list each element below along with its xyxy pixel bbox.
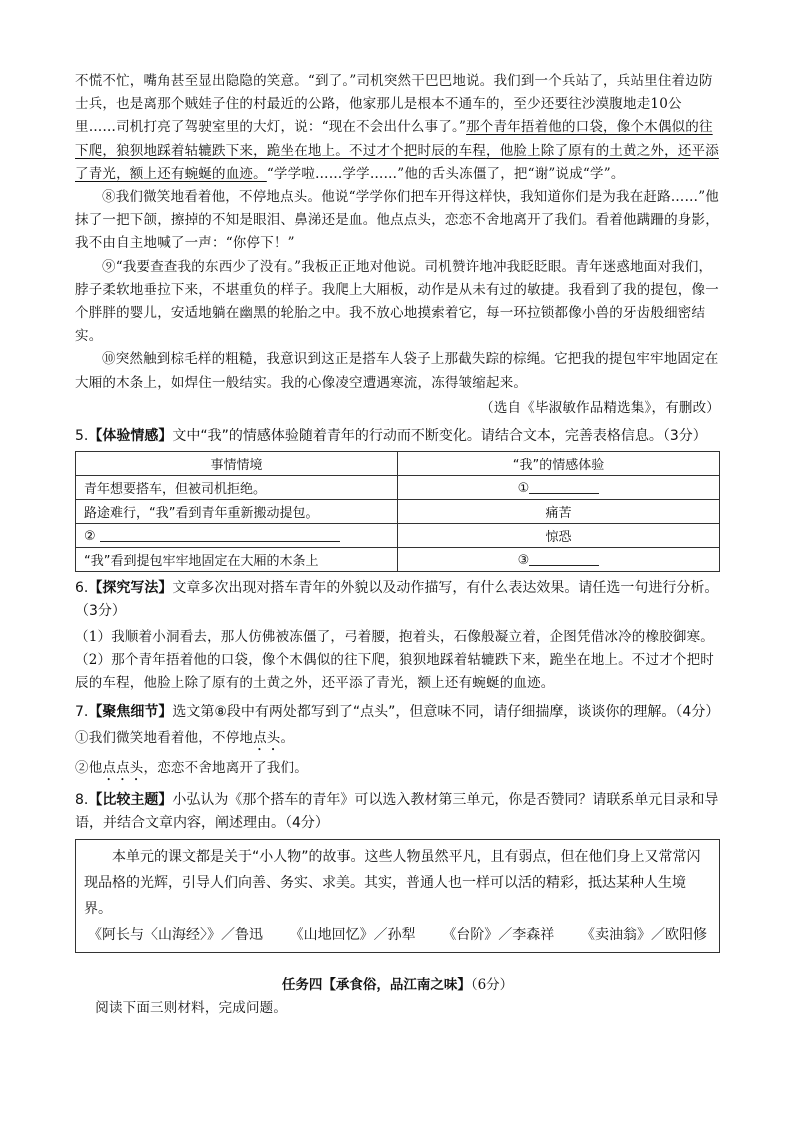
story-paragraph-10: ⑩突然触到棕毛样的粗糙，我意识到这正是搭车人袋子上那截失踪的棕绳。它把我的提包牢牢地固定在大厢的木条上，如焊住一般结实。我的心像凌空遭遇寒流，冻得皱缩起来。 <box>75 351 719 391</box>
story-source: （选自《毕淑敏作品精选集》，有删改） <box>480 399 720 416</box>
unit-intro-box <box>75 839 720 953</box>
task-4-instruction: 阅读下面三则材料，完成问题。 <box>95 999 288 1016</box>
table-cell: 路途难行，“我”看到青年重新搬动提包。 <box>76 500 398 524</box>
table-row <box>76 500 720 524</box>
story-paragraph-8: ⑧我们微笑地看着他，不停地点头。他说“学学你们把车开得这样快，我知道你们是为我在赶路……”他抹了一把下颌，擦掉的不知是眼泪、鼻涕还是血。他点点头，恋恋不舍地离开了我们。看着他蹒跚的身影，我不由自主地喊了一声：“你停下！” <box>75 189 720 252</box>
answer-blank-2[interactable]: ② <box>76 524 398 548</box>
exam-page <box>75 70 720 1020</box>
question-tag: 【体验情感】 <box>88 428 173 445</box>
table-header: “我”的情感体验 <box>398 452 720 476</box>
option-2: （2）那个青年捂着他的口袋，像个木偶似的往下爬，狼狈地踩着轱辘跌下来，跪坐在地上。不过才个把时辰的车程，他脸上除了原有的土黄之外，还平添了青光，额上还有蜿蜒的血迹。 <box>75 652 714 692</box>
question-6: 6.【探究写法】文章多次出现对搭车青年的外貌以及动作描写，有什么表达效果。请任选一句进行分析。（3分） <box>75 580 719 620</box>
answer-blank-1[interactable]: ① <box>398 476 720 500</box>
underlined-sentence: 那个青年捂着他的口袋，像个木偶似的往下爬，狼狈地踩着轱辘跌下来，跪坐在地上。不过才个把时辰的车程，他脸上除了原有的土黄之外，还平添了青光，额上还有蜿蜒的血迹。 <box>75 119 719 182</box>
table-row <box>76 548 720 572</box>
question-tag: 【聚焦细节】 <box>88 703 173 720</box>
book-item: 《台阶》／李森祥 <box>442 926 555 943</box>
story-paragraph-9: ⑨“我要查查我的东西少了没有。”我板正正地对他说。司机赞许地冲我眨眨眼。青年迷惑地面对我们，脖子柔软地垂拉下来，不堪重负的样子。我爬上大厢板，动作是从未有过的敏捷。我看到了我的提包，像一个胖胖的婴儿，安适地躺在幽黑的轮胎之中。我不放心地摸索着它，每一环拉锁都像小兽的牙齿般细密结实。 <box>75 258 719 345</box>
table-row <box>76 476 720 500</box>
answer-blank-3[interactable]: ③ <box>398 548 720 572</box>
task-4-heading: 任务四【承食俗，品江南之味】（6分） <box>281 976 514 993</box>
question-tag: 【比较主题】 <box>88 791 173 808</box>
story-text: 不慌不忙，嘴角甚至显出隐隐的笑意。“到了。”司机突然干巴巴地说。我们到一个兵站了，兵站里住着边防士兵，也是离那个贼娃子住的村最近的公路，他家那儿是根本不通车的，至少还要往沙漠腹地走10公里……司机打亮了驾驶室里的大灯，说：“现在不会出什么事了。” <box>75 73 713 136</box>
unit-book-list <box>84 922 711 948</box>
unit-intro-text: 本单元的课文都是关于“小人物”的故事。这些人物虽然平凡，且有弱点，但在他们身上又常常闪现品格的光辉，引导人们向善、务实、求美。其实，普通人也一样可以活的精彩，抵达某种人生境界。 <box>84 848 701 917</box>
emotion-table <box>75 451 720 572</box>
book-item: 《山地回忆》／孙犁 <box>289 926 416 943</box>
question-5: 5.【体验情感】文中“我”的情感体验随着青年的行动而不断变化。请结合文本，完善表格信息。（3分） <box>75 428 707 445</box>
table-cell: 痛苦 <box>398 500 720 524</box>
table-cell: “我”看到提包牢牢地固定在大厢的木条上 <box>76 548 398 572</box>
table-cell: 青年想要搭车，但被司机拒绝。 <box>76 476 398 500</box>
quote-sentence-1: ①我们微笑地看着他，不停地点头。 <box>75 729 295 746</box>
emphasized-word: 点点头 <box>102 759 144 776</box>
story-text: “学学啦……学学……”他的舌头冻僵了，把“谢”说成“学”。 <box>266 165 625 182</box>
question-8: 8.【比较主题】小弘认为《那个搭车的青年》可以选入教材第三单元，你是否赞同？请联系单元目录和导语，并结合文章内容，阐述理由。（4分） <box>75 791 719 831</box>
table-row <box>76 524 720 548</box>
book-item: 《阿长与〈山海经〉》／鲁迅 <box>88 926 263 943</box>
option-1: （1）我顺着小洞看去，那人仿佛被冻僵了，弓着腰，抱着头，石像般凝立着，企图凭借冰冷的橡胶御寒。 <box>75 629 714 646</box>
book-item: 《卖油翁》／欧阳修 <box>580 926 707 943</box>
emphasized-word: 点头 <box>253 729 281 746</box>
story-paragraph-7 <box>75 70 720 186</box>
question-7: 7.【聚焦细节】选文第⑧段中有两处都写到了“点头”，但意味不同，请仔细揣摩，谈谈你的理解。（4分） <box>75 703 720 720</box>
quote-sentence-2: ②他点点头，恋恋不舍地离开了我们。 <box>75 759 308 776</box>
table-header-row <box>76 452 720 476</box>
table-header: 事情情境 <box>76 452 398 476</box>
table-cell: 惊恐 <box>398 524 720 548</box>
question-tag: 【探究写法】 <box>88 580 173 597</box>
